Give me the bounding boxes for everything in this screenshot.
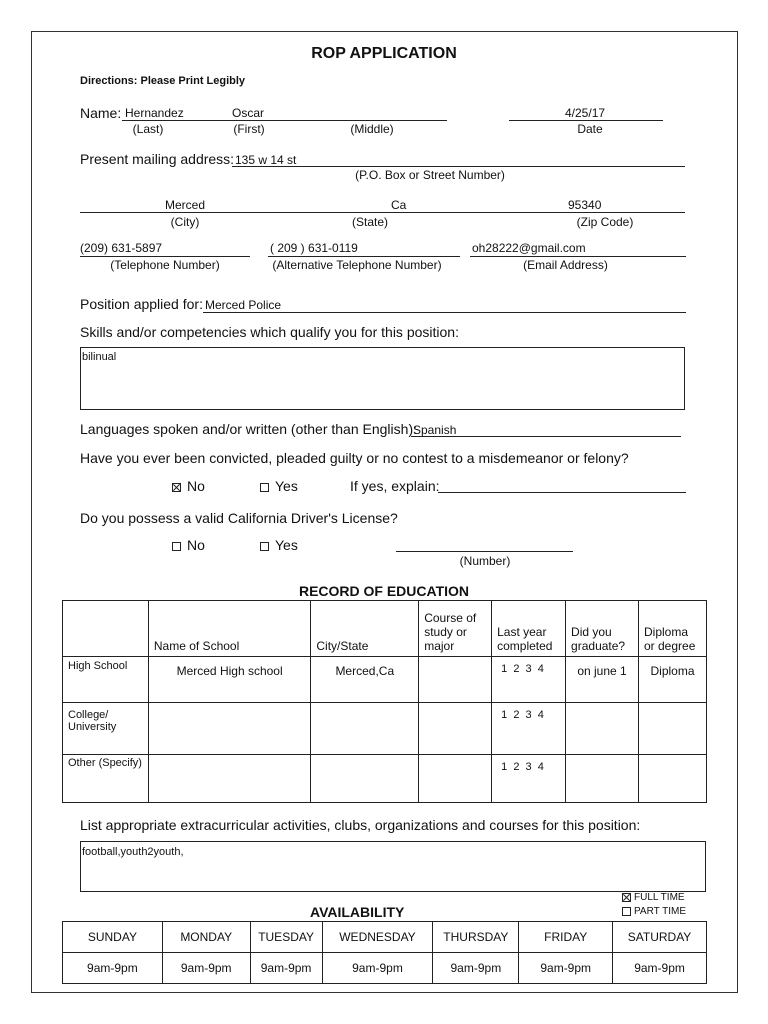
license-question: Do you possess a valid California Driver's License? <box>80 510 398 526</box>
checked-box-icon <box>622 893 631 902</box>
graduate-cell[interactable]: on june 1 <box>566 657 639 703</box>
date-caption: Date <box>577 122 603 136</box>
first-caption: (First) <box>233 122 265 136</box>
header-cell: City/State <box>311 601 419 657</box>
skills-label: Skills and/or competencies which qualify you for this position: <box>80 324 459 340</box>
header-cell: Diploma or degree <box>639 601 707 657</box>
day-cell: MONDAY <box>162 922 250 953</box>
convicted-question: Have you ever been convicted, pleaded guilty or no contest to a misdemeanor or felony? <box>80 450 629 466</box>
course-cell[interactable] <box>419 657 492 703</box>
day-row <box>63 922 707 953</box>
hours-cell[interactable]: 9am-9pm <box>162 953 250 984</box>
email-line <box>470 256 686 257</box>
diploma-cell[interactable] <box>639 755 707 803</box>
middle-caption: (Middle) <box>350 122 394 136</box>
school-cell[interactable]: Merced High school <box>148 657 311 703</box>
part-time-label: PART TIME <box>634 906 687 917</box>
graduate-cell[interactable] <box>566 755 639 803</box>
alt-phone-caption: (Alternative Telephone Number) <box>272 258 442 272</box>
alt-phone-line <box>268 256 460 257</box>
city-value[interactable]: Merced <box>165 198 206 212</box>
city-state-zip-line <box>80 212 685 213</box>
skills-value: bilinual <box>82 351 117 363</box>
skills-box[interactable] <box>80 347 685 410</box>
state-value[interactable]: Ca <box>391 198 407 212</box>
first-name-value[interactable]: Oscar <box>232 106 265 120</box>
years-cell[interactable]: 1 2 3 4 <box>492 657 566 703</box>
state-caption: (State) <box>351 215 388 229</box>
row-type: High School <box>63 657 149 703</box>
address-label: Present mailing address: <box>80 151 235 167</box>
part-time-option[interactable] <box>622 906 686 917</box>
convicted-yes-label: Yes <box>275 478 298 494</box>
phone-value[interactable]: (209) 631-5897 <box>80 241 163 255</box>
license-number-line[interactable] <box>396 551 573 552</box>
day-cell: SATURDAY <box>613 922 707 953</box>
activities-value: football,youth2youth, <box>82 846 184 858</box>
day-cell: FRIDAY <box>519 922 613 953</box>
explain-line[interactable] <box>438 492 686 493</box>
position-line <box>203 312 686 313</box>
languages-value[interactable]: Spanish <box>413 423 457 437</box>
city-cell[interactable]: Merced,Ca <box>311 657 419 703</box>
hours-cell[interactable]: 9am-9pm <box>250 953 322 984</box>
graduate-cell[interactable] <box>566 703 639 755</box>
city-cell[interactable] <box>311 755 419 803</box>
education-header-row <box>63 601 707 657</box>
city-caption: (City) <box>170 215 200 229</box>
last-caption: (Last) <box>132 122 164 136</box>
street-caption: (P.O. Box or Street Number) <box>355 168 505 182</box>
form-title: ROP APPLICATION <box>311 45 457 62</box>
row-type: Other (Specify) <box>63 755 149 803</box>
activities-label: List appropriate extracurricular activities, clubs, organizations and courses for this position: <box>80 817 641 833</box>
header-cell: Did you graduate? <box>566 601 639 657</box>
checkbox-icon <box>622 907 631 916</box>
street-line <box>232 166 685 167</box>
availability-heading: AVAILABILITY <box>310 904 405 920</box>
day-cell: THURSDAY <box>433 922 519 953</box>
row-type: College/ University <box>63 703 149 755</box>
hours-row <box>63 953 707 984</box>
full-time-option[interactable] <box>622 892 685 903</box>
convicted-yes-option[interactable] <box>260 478 298 494</box>
languages-label: Languages spoken and/or written (other than English): <box>80 421 417 437</box>
explain-label: If yes, explain: <box>350 478 440 494</box>
table-row <box>63 755 707 803</box>
day-cell: TUESDAY <box>250 922 322 953</box>
diploma-cell[interactable]: Diploma <box>639 657 707 703</box>
years-cell[interactable]: 1 2 3 4 <box>492 755 566 803</box>
name-line <box>122 120 447 121</box>
license-number-caption: (Number) <box>459 554 511 568</box>
table-row <box>63 703 707 755</box>
position-label: Position applied for: <box>80 296 203 312</box>
course-cell[interactable] <box>419 755 492 803</box>
header-cell: Name of School <box>148 601 311 657</box>
header-cell <box>63 601 149 657</box>
availability-table <box>62 921 707 984</box>
years-cell[interactable]: 1 2 3 4 <box>492 703 566 755</box>
directions-text: Directions: Please Print Legibly <box>80 75 246 87</box>
phone-line <box>80 256 250 257</box>
full-time-label: FULL TIME <box>634 892 685 903</box>
position-value[interactable]: Merced Police <box>205 298 282 312</box>
checked-box-icon <box>172 483 181 492</box>
school-cell[interactable] <box>148 703 311 755</box>
table-row <box>63 657 707 703</box>
checkbox-icon <box>260 542 269 551</box>
license-no-option[interactable] <box>172 537 205 553</box>
email-value[interactable]: oh28222@gmail.com <box>472 241 586 255</box>
date-line <box>509 120 663 121</box>
license-no-label: No <box>187 537 205 553</box>
city-cell[interactable] <box>311 703 419 755</box>
hours-cell[interactable]: 9am-9pm <box>63 953 163 984</box>
street-value[interactable]: 135 w 14 st <box>235 153 297 167</box>
phone-caption: (Telephone Number) <box>110 258 220 272</box>
email-caption: (Email Address) <box>523 258 608 272</box>
day-cell: WEDNESDAY <box>322 922 433 953</box>
activities-box[interactable] <box>80 841 706 892</box>
header-cell: Last year completed <box>492 601 566 657</box>
license-yes-label: Yes <box>275 537 298 553</box>
license-yes-option[interactable] <box>260 537 298 553</box>
hours-cell[interactable]: 9am-9pm <box>433 953 519 984</box>
course-cell[interactable] <box>419 703 492 755</box>
school-cell[interactable] <box>148 755 311 803</box>
diploma-cell[interactable] <box>639 703 707 755</box>
zip-caption: (Zip Code) <box>576 215 634 229</box>
checkbox-icon <box>260 483 269 492</box>
day-cell: SUNDAY <box>63 922 163 953</box>
date-value[interactable]: 4/25/17 <box>565 106 606 120</box>
alt-phone-value[interactable]: ( 209 ) 631-0119 <box>270 241 358 255</box>
hours-cell[interactable]: 9am-9pm <box>322 953 433 984</box>
hours-cell[interactable]: 9am-9pm <box>613 953 707 984</box>
education-table <box>62 600 707 803</box>
header-cell: Course of study or major <box>419 601 492 657</box>
checkbox-icon <box>172 542 181 551</box>
education-heading: RECORD OF EDUCATION <box>298 583 470 599</box>
hours-cell[interactable]: 9am-9pm <box>519 953 613 984</box>
convicted-no-option[interactable] <box>172 478 205 494</box>
languages-line <box>411 436 681 437</box>
name-label: Name: <box>80 105 122 121</box>
zip-value[interactable]: 95340 <box>568 198 602 212</box>
convicted-no-label: No <box>187 478 205 494</box>
last-name-value[interactable]: Hernandez <box>125 106 184 120</box>
